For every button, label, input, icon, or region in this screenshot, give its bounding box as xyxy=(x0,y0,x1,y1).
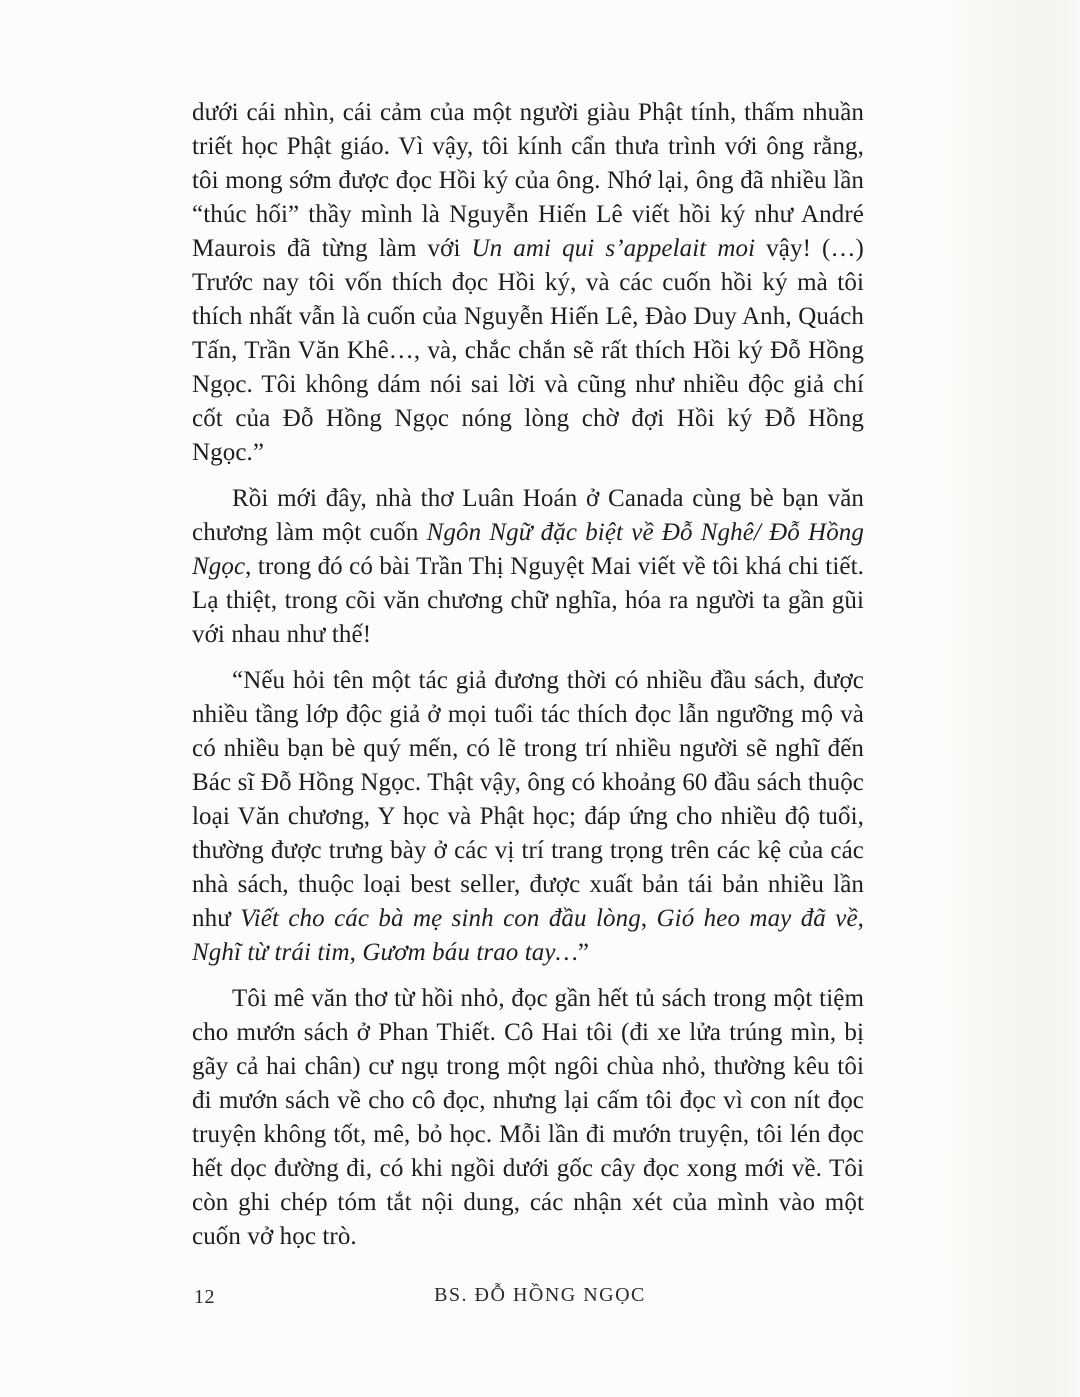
text-run: , xyxy=(857,905,865,932)
text-run: Tôi mê văn thơ từ hồi nhỏ, đọc gần hết tủ sách trong một tiệm cho mướn sách ở Phan Thiết. Cô Hai tôi (đi xe lửa trúng mìn, bị gãy cả hai chân) cư ngụ trong một ngôi chùa nhỏ, thường kêu tôi đi mướn sách về cho cô đọc, nhưng lại cấm tôi đọc vì con nít đọc truyện không tốt, mê, bỏ học. Mỗi lần đi mướn truyện, tôi lén đọc hết dọc đường đi, có khi ngồi dưới gốc cây đọc xong mới về. Tôi còn ghi chép tóm tắt nội dung, các nhận xét của mình vào một cuốn vở học trò. xyxy=(192,985,864,1250)
text-run: vậy! (…) Trước nay tôi vốn thích đọc Hồi ký, và các cuốn hồi ký mà tôi thích nhất vẫn là cuốn của Nguyễn Hiến Lê, Đào Duy Anh, Quách Tấn, Trần Văn Khê…, và, chắc chắn sẽ rất thích Hồi ký Đỗ Hồng Ngọc. Tôi không dám nói sai lời và cũng như nhiều độc giả chí cốt của Đỗ Hồng Ngọc nóng lòng chờ đợi Hồi ký Đỗ Hồng Ngọc.” xyxy=(192,235,864,466)
text-run: Rồi mới đây, nhà thơ Luân Hoán ở Canada cùng bè bạn văn chương làm một cuốn xyxy=(192,485,864,546)
italic-text-run: Ngôn Ngữ đặc biệt về Đỗ Nghê/ Đỗ Hồng Ngọc xyxy=(192,519,865,580)
italic-text-run: Un ami qui s’appelait moi xyxy=(471,235,756,262)
body-text xyxy=(192,96,864,1266)
running-title: BS. ĐỖ HỒNG NGỌC xyxy=(434,1284,646,1306)
text-run: , xyxy=(640,905,657,932)
text-run: , trong đó có bài Trần Thị Nguyệt Mai viết về tôi khá chi tiết. Lạ thiệt, trong cõi văn chương chữ nghĩa, hóa ra người ta gần gũi với nhau như thế! xyxy=(192,553,864,648)
text-run: ” xyxy=(577,939,590,966)
paragraph-1 xyxy=(192,96,864,470)
italic-text-run: Nghĩ từ trái tim xyxy=(192,939,350,966)
paragraph-4 xyxy=(192,982,864,1254)
italic-text-run: Viết cho các bà mẹ sinh con đầu lòng xyxy=(240,905,641,932)
paragraph-2 xyxy=(192,482,864,652)
italic-text-run: Gươm báu trao tay… xyxy=(362,939,578,966)
text-run: , xyxy=(349,939,363,966)
paragraph-3 xyxy=(192,664,864,970)
italic-text-run: Gió heo may đã về xyxy=(656,905,858,932)
text-run: dưới cái nhìn, cái cảm của một người giàu Phật tính, thấm nhuần triết học Phật giáo. Vì vậy, tôi kính cẩn thưa trình với ông rằng, tôi mong sớm được đọc Hồi ký của ông. Nhớ lại, ông đã nhiều lần “thúc hối” thầy mình là Nguyễn Hiến Lê viết hồi ký như André Maurois đã từng làm với xyxy=(192,99,864,262)
text-run: “Nếu hỏi tên một tác giả đương thời có nhiều đầu sách, được nhiều tầng lớp độc giả ở mọi tuổi tác thích đọc lẫn ngưỡng mộ và có nhiều bạn bè quý mến, có lẽ trong trí nhiều người sẽ nghĩ đến Bác sĩ Đỗ Hồng Ngọc. Thật vậy, ông có khoảng 60 đầu sách thuộc loại Văn chương, Y học và Phật học; đáp ứng cho nhiều độ tuổi, thường được trưng bày ở các vị trí trang trọng trên các kệ của các nhà sách, thuộc loại best seller, được xuất bản tái bản nhiều lần như xyxy=(192,667,864,932)
page-number: 12 xyxy=(194,1286,215,1308)
page-footer xyxy=(192,1284,888,1314)
